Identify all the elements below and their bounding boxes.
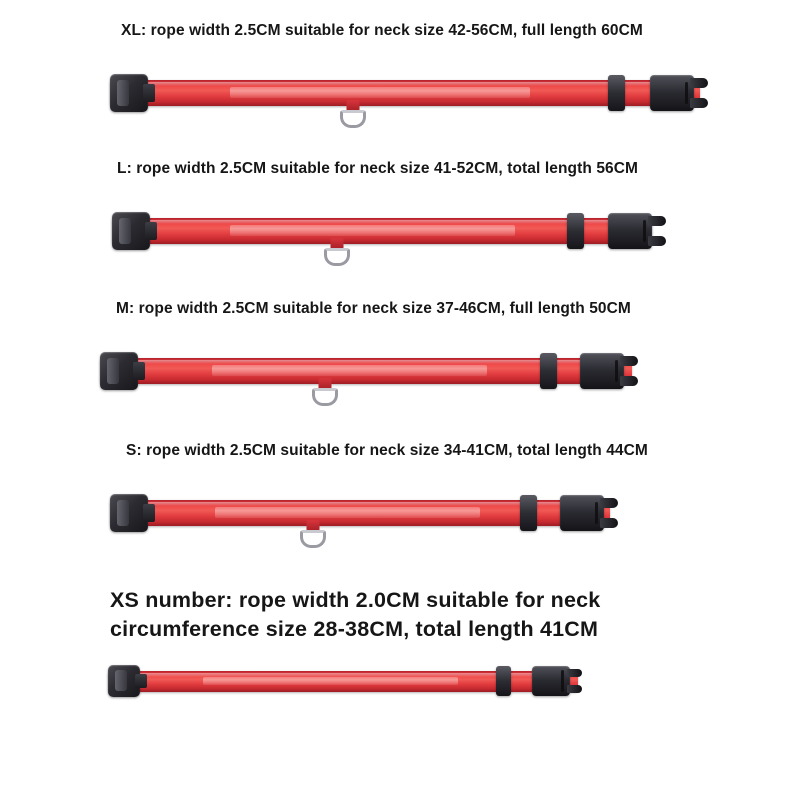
strap-slider-icon [608, 75, 625, 111]
buckle-prong-top [690, 78, 708, 88]
d-ring-icon [340, 104, 366, 128]
buckle-prong-top [600, 498, 618, 508]
buckle-notch [561, 670, 564, 692]
d-ring-loop [324, 248, 350, 266]
buckle-left-icon [110, 494, 148, 532]
strap-slider-icon [520, 495, 537, 531]
reflective-strip [203, 677, 458, 685]
buckle-left-icon [108, 665, 140, 697]
strap-slider-icon [567, 213, 584, 249]
d-ring-loop [300, 530, 326, 548]
reflective-strip [230, 87, 530, 98]
buckle-right-icon [560, 495, 604, 531]
buckle-right-icon [650, 75, 694, 111]
buckle-prong-bottom [620, 376, 638, 386]
buckle-prong-bottom [648, 236, 666, 246]
buckle-notch [595, 502, 598, 524]
d-ring-loop [312, 388, 338, 406]
buckle-prong-top [620, 356, 638, 366]
collar-image-m [100, 344, 632, 404]
buckle-prong-bottom [690, 98, 708, 108]
buckle-notch [685, 82, 688, 104]
buckle-prong-bottom [600, 518, 618, 528]
strap-slider-icon [540, 353, 557, 389]
d-ring-loop [340, 110, 366, 128]
buckle-notch [643, 220, 646, 242]
d-ring-icon [324, 242, 350, 266]
collar-image-s [110, 486, 610, 546]
buckle-right-icon [608, 213, 652, 249]
buckle-prong-top [567, 669, 582, 677]
reflective-strip [215, 507, 480, 518]
reflective-strip [212, 365, 487, 376]
buckle-prong-bottom [567, 685, 582, 693]
buckle-prong-top [648, 216, 666, 226]
d-ring-icon [312, 382, 338, 406]
reflective-strip [230, 225, 515, 236]
caption-xl: XL: rope width 2.5CM suitable for neck size 42-56CM, full length 60CM [121, 22, 643, 39]
d-ring-icon [300, 524, 326, 548]
caption-l: L: rope width 2.5CM suitable for neck size 41-52CM, total length 56CM [117, 160, 639, 177]
collar-image-xl [110, 66, 700, 126]
collar-image-xs [108, 654, 578, 714]
buckle-right-icon [532, 666, 570, 696]
buckle-right-icon [580, 353, 624, 389]
collar-image-l [112, 204, 652, 264]
buckle-left-icon [100, 352, 138, 390]
strap-slider-icon [496, 666, 511, 696]
buckle-left-icon [112, 212, 150, 250]
buckle-left-icon [110, 74, 148, 112]
buckle-notch [615, 360, 618, 382]
caption-s: S: rope width 2.5CM suitable for neck size 34-41CM, total length 44CM [126, 442, 648, 459]
caption-xs: XS number: rope width 2.0CM suitable for neck circumference size 28-38CM, total length 41CM [110, 588, 601, 641]
caption-m: M: rope width 2.5CM suitable for neck size 37-46CM, full length 50CM [116, 300, 631, 317]
